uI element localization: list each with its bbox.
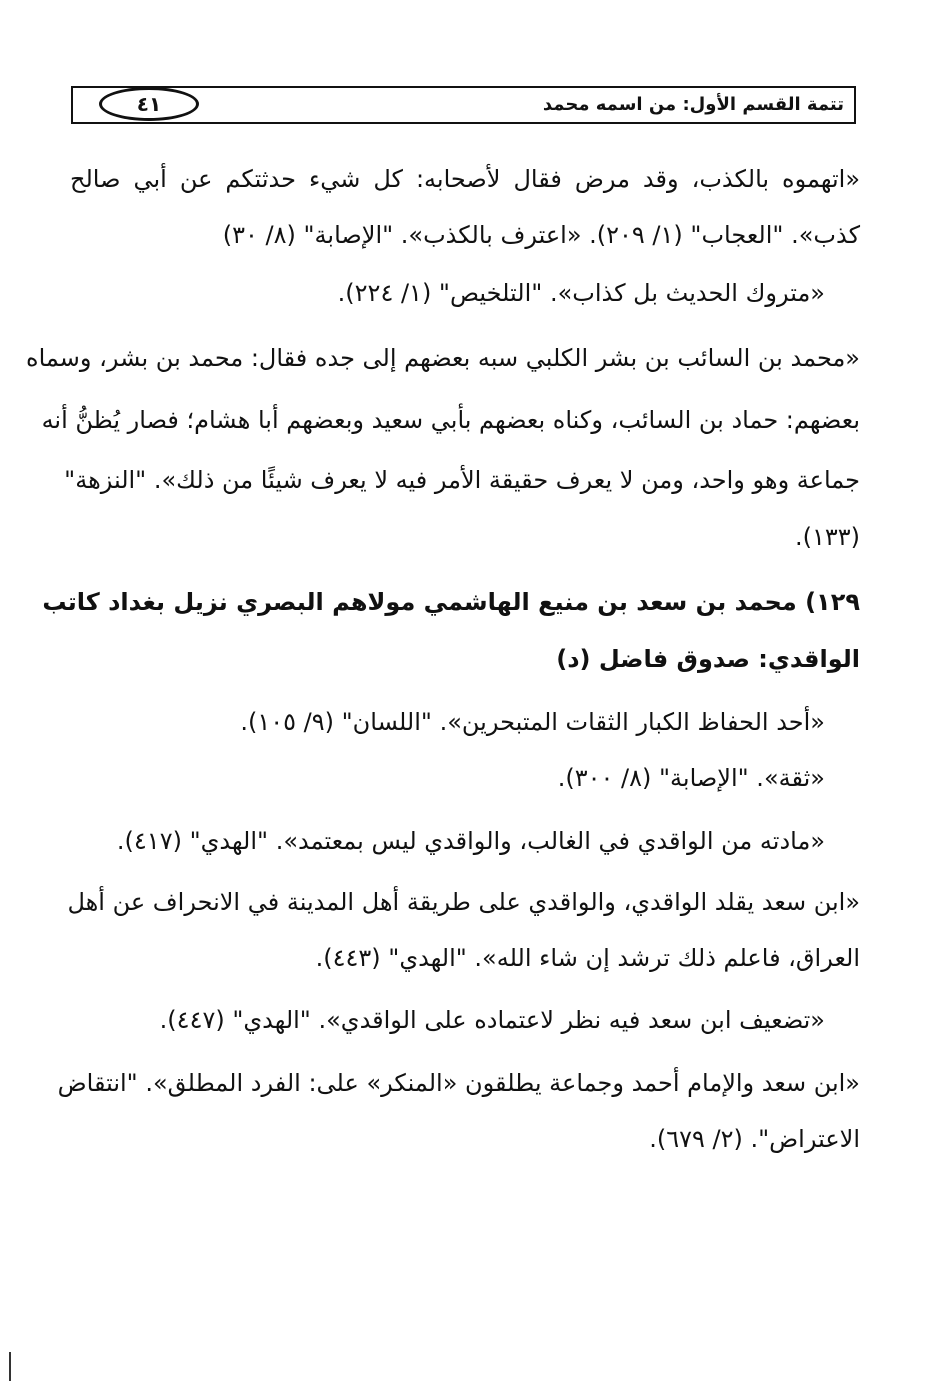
header-title: تتمة القسم الأول: من اسمه محمد bbox=[542, 94, 844, 115]
text-line: «تضعيف ابن سعد فيه نظر لاعتماده على الواقدي». "الهدي" (٤٤٧). bbox=[159, 1006, 825, 1034]
page-number: ٤١ bbox=[99, 87, 199, 121]
text-line: العراق، فاعلم ذلك ترشد إن شاء الله». "الهدي" (٤٤٣). bbox=[315, 944, 860, 972]
text-line: (١٣٣). bbox=[794, 523, 860, 551]
text-line: «أحد الحفاظ الكبار الثقات المتبحرين». "اللسان" (٩/ ١٠٥). bbox=[240, 708, 825, 736]
running-header bbox=[71, 86, 856, 124]
text-line: كذب». "العجاب" (١/ ٢٠٩). «اعترف بالكذب». "الإصابة" (٨/ ٣٠) bbox=[222, 221, 860, 249]
text-line: «ثقة». "الإصابة" (٨/ ٣٠٠). bbox=[557, 764, 825, 792]
entry-heading-continued: الواقدي: صدوق فاضل (د) bbox=[556, 645, 860, 673]
text-line: «ابن سعد والإمام أحمد وجماعة يطلقون «المنكر» على: الفرد المطلق». "انتقاض bbox=[57, 1069, 860, 1097]
text-line: «ابن سعد يقلد الواقدي، والواقدي على طريقة أهل المدينة في الانحراف عن أهل bbox=[67, 888, 860, 916]
text-line: «اتهموه بالكذب، وقد مرض فقال لأصحابه: كل شيء حدثتكم عن أبي صالح bbox=[70, 165, 860, 193]
text-line: «مادته من الواقدي في الغالب، والواقدي ليس بمعتمد». "الهدي" (٤١٧). bbox=[116, 827, 825, 855]
text-line: «محمد بن السائب بن بشر الكلبي سبه بعضهم إلى جده فقال: محمد بن بشر، وسماه bbox=[26, 344, 860, 372]
text-line: «متروك الحديث بل كذاب». "التلخيص" (١/ ٢٢٤). bbox=[337, 279, 825, 307]
text-line: بعضهم: حماد بن السائب، وكناه بعضهم بأبي سعيد وبعضهم أبا هشام؛ فصار يُظنُّ أنه bbox=[41, 406, 860, 434]
text-line: الاعتراض". (٢/ ٦٧٩). bbox=[649, 1125, 860, 1153]
entry-heading: ١٢٩) محمد بن سعد بن منيع الهاشمي مولاهم البصري نزيل بغداد كاتب bbox=[42, 588, 860, 616]
text-line: جماعة وهو واحد، ومن لا يعرف حقيقة الأمر فيه لا يعرف شيئًا من ذلك». "النزهة" bbox=[64, 466, 860, 494]
scan-edge-mark bbox=[9, 1352, 11, 1381]
